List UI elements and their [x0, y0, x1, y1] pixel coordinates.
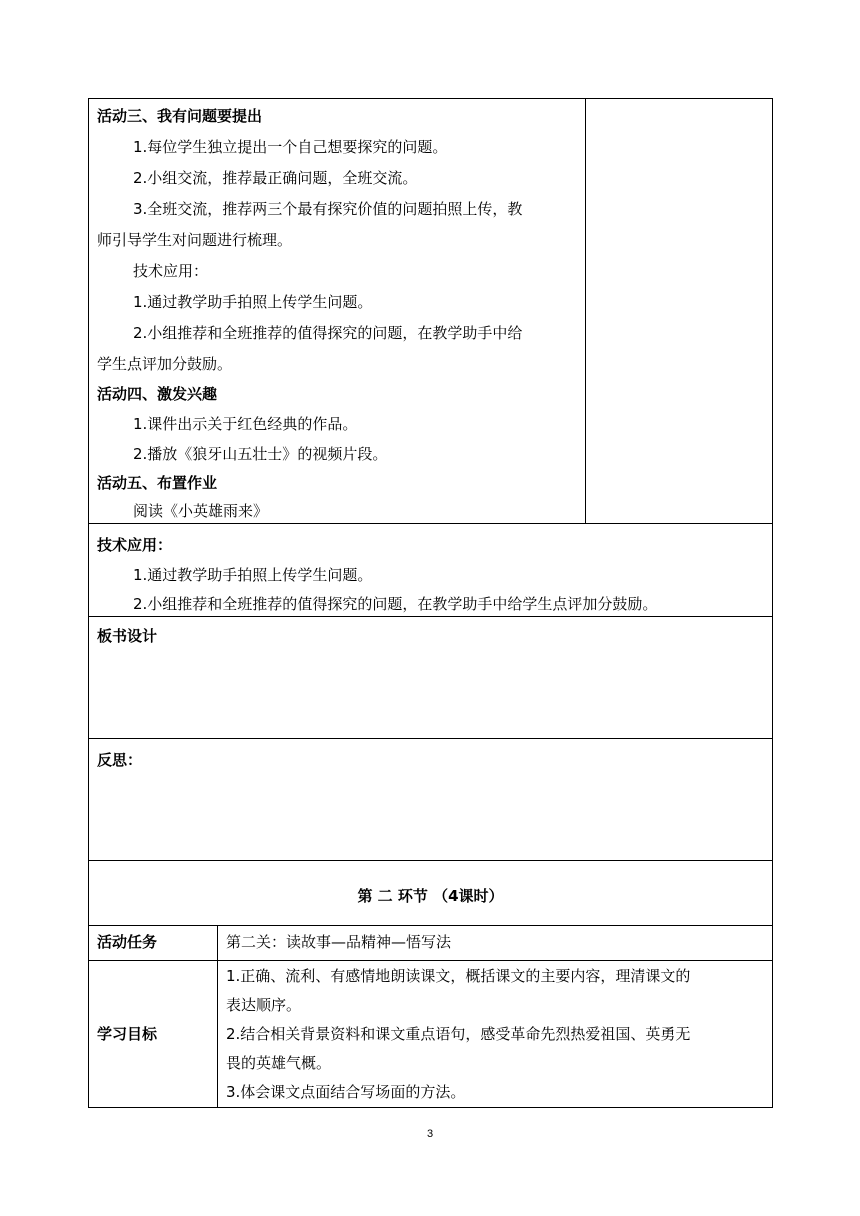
activity3-item: 1.每位学生独立提出一个自己想要探究的问题。	[133, 138, 448, 156]
stage-header-cell	[88, 860, 773, 926]
activity3-item: 师引导学生对问题进行梳理。	[97, 231, 293, 249]
tech-item: 学生点评加分鼓励。	[97, 355, 233, 373]
goal-line: 3.体会课文点面结合写场面的方法。	[226, 1083, 466, 1101]
activity3-item: 2.小组交流，推荐最正确问题，全班交流。	[133, 169, 418, 187]
tech-label: 技术应用：	[133, 262, 209, 280]
goals-label: 学习目标	[97, 1025, 158, 1043]
goal-line: 表达顺序。	[226, 996, 302, 1014]
activity4-item: 1.课件出示关于红色经典的作品。	[133, 415, 358, 433]
task-label: 活动任务	[97, 933, 158, 951]
reflection-cell	[88, 738, 773, 861]
tech-section-title: 技术应用：	[97, 536, 173, 554]
task-label-cell	[88, 925, 218, 961]
goals-label-cell	[88, 960, 218, 1108]
page-number: 3	[426, 1128, 434, 1140]
stage-title: 第 二 环节 （4课时）	[357, 887, 504, 905]
activities-cell	[88, 98, 586, 524]
activity4-title: 活动四、激发兴趣	[97, 385, 218, 403]
activity4-item: 2.播放《狼牙山五壮士》的视频片段。	[133, 445, 388, 463]
tech-section-item: 2.小组推荐和全班推荐的值得探究的问题，在教学助手中给学生点评加分鼓励。	[133, 595, 658, 613]
board-design-title: 板书设计	[97, 627, 158, 645]
goal-line: 1.正确、流利、有感情地朗读课文，概括课文的主要内容，理清课文的	[226, 967, 691, 985]
tech-application-cell	[88, 523, 773, 617]
activity3-title: 活动三、我有问题要提出	[97, 107, 263, 125]
task-value: 第二关：读故事—品精神—悟写法	[226, 933, 452, 951]
goal-line: 2.结合相关背景资料和课文重点语句，感受革命先烈热爱祖国、英勇无	[226, 1025, 691, 1043]
notes-cell	[585, 98, 773, 524]
goal-line: 畏的英雄气概。	[226, 1054, 332, 1072]
activity5-item: 阅读《小英雄雨来》	[133, 502, 269, 520]
goals-value-cell	[217, 960, 773, 1108]
board-design-cell	[88, 616, 773, 739]
reflection-title: 反思：	[97, 751, 143, 769]
task-value-cell	[217, 925, 773, 961]
tech-section-item: 1.通过教学助手拍照上传学生问题。	[133, 566, 373, 584]
tech-item: 1.通过教学助手拍照上传学生问题。	[133, 293, 373, 311]
activity3-item: 3.全班交流，推荐两三个最有探究价值的问题拍照上传，教	[133, 200, 523, 218]
activity5-title: 活动五、布置作业	[97, 474, 218, 492]
tech-item: 2.小组推荐和全班推荐的值得探究的问题，在教学助手中给	[133, 324, 523, 342]
